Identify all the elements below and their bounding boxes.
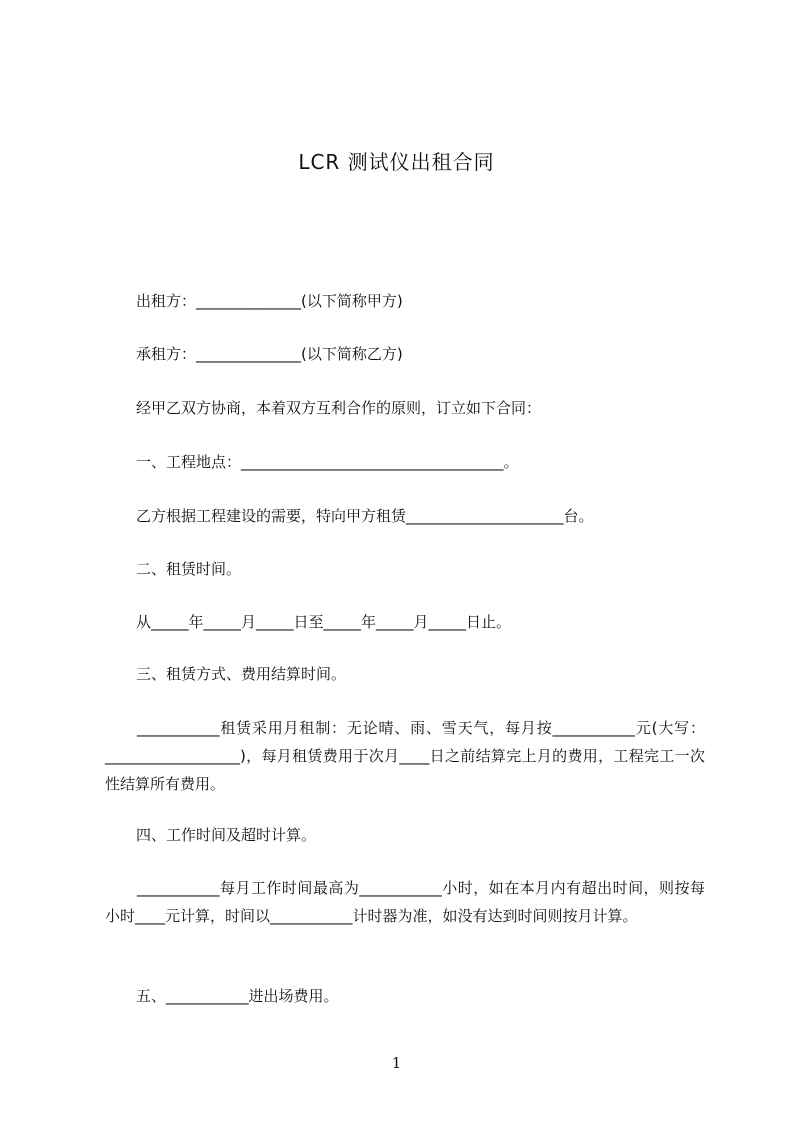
section-1-text: 乙方根据工程建设的需要，特向甲方租赁_____________________台。: [136, 507, 594, 525]
section-2-text: 从_____年_____月_____日至_____年_____月_____日止。: [136, 613, 512, 631]
section-1-heading: 一、工程地点：___________________________________。: [136, 453, 519, 471]
lessor-line: 出租方：______________(以下简称甲方): [136, 292, 403, 310]
intro-paragraph: 经甲乙双方协商，本着双方互利合作的原则，订立如下合同：: [136, 399, 542, 417]
lessee-line: 承租方：______________(以下简称乙方): [136, 345, 403, 363]
section-4-heading: 四、工作时间及超时计算。: [136, 826, 317, 844]
section-3-text: ___________租赁采用月租制：无论晴、雨、雪天气，每月按___________元(大写：__________________)，每月租赁费用于次月____日之前结算完上月的费用，工程完工一次性结算所有费用。: [105, 719, 705, 793]
section-2-heading: 二、租赁时间。: [136, 560, 242, 578]
section-3-heading: 三、租赁方式、费用结算时间。: [136, 665, 347, 683]
document-title: LCR 测试仪出租合同: [298, 150, 495, 174]
section-5-heading: 五、___________进出场费用。: [136, 987, 339, 1005]
section-4-text: ___________每月工作时间最高为___________小时，如在本月内有超出时间，则按每小时____元计算，时间以___________计时器为准，如没有达到时间则按月计算。: [105, 879, 705, 925]
page-number: 1: [391, 1054, 402, 1072]
